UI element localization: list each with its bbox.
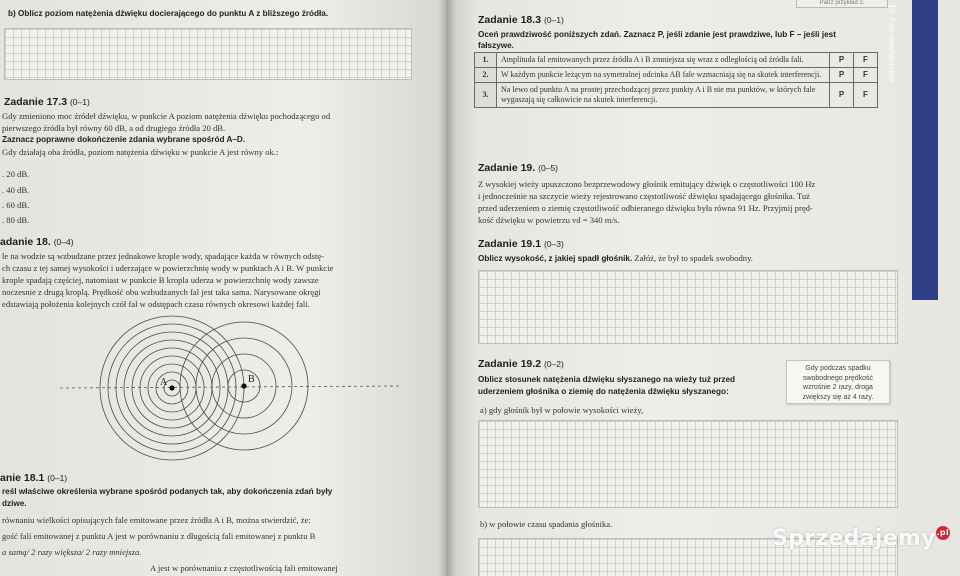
task-17-3-line-2: pierwszego źródła był równy 60 dB, a od drugiego źródła 20 dB. <box>2 123 226 133</box>
chapter-side-tab <box>912 0 938 300</box>
row-number: 2. <box>475 68 497 83</box>
watermark-logo <box>772 526 950 551</box>
option-p[interactable]: P <box>830 53 854 68</box>
axis-line-ab <box>60 386 400 388</box>
option-p[interactable]: P <box>830 68 854 83</box>
task-18-line-2: ch czasu z tej samej wysokości i uderzające w powierzchnię wody w punktach A i B. W punkcie <box>2 263 334 273</box>
task-17-3-heading: Zadanie 17.3 (0–1) <box>4 96 90 108</box>
task-18-1-heading: anie 18.1 (0–1) <box>0 472 68 484</box>
right-page <box>446 0 960 576</box>
task-19-2-part-b: b) w połowie czasu spadania głośnika. <box>480 519 613 529</box>
example-reference-box: Patrz przykład 2. <box>796 0 888 8</box>
task-18-line-5: edstawiają położenia kolejnych czół fal w odstępach czasu równych okresowi każdej fali. <box>2 299 310 309</box>
row-statement: W każdym punkcie leżącym na symetralnej odcinka AB fale wzmacniają się na skutek interferencji. <box>497 68 830 83</box>
option-f[interactable]: F <box>854 68 878 83</box>
task-18-1-instruction-1: reśl właściwe określenia wybrane spośród podanych tak, aby dokończenia zdań były <box>2 487 333 496</box>
task-18-1-line-1: równaniu wielkości opisujących fale emitowane przez źródła A i B, można stwierdzić, że: <box>2 515 311 525</box>
source-b-dot <box>241 383 246 388</box>
watermark-text: Sprzedajemy <box>772 526 936 551</box>
task-18-3-instruction-1: Oceń prawdziwość poniższych zdań. Zaznacz P, jeśli zdanie jest prawdziwe, lub F – jeśli jest <box>478 30 836 39</box>
task-19-heading: Zadanie 19. (0–5) <box>478 162 558 174</box>
option-d[interactable]: . 80 dB. <box>2 215 30 225</box>
task-19-1-hint: Załóż, że był to spadek swobodny. <box>634 253 753 263</box>
label-b: B <box>248 374 255 385</box>
answer-grid-19-2a[interactable] <box>478 420 898 508</box>
option-c[interactable]: . 60 dB. <box>2 200 30 210</box>
option-p[interactable]: P <box>830 83 854 108</box>
table-row <box>475 68 878 83</box>
task-19-1-instruction-bold: Oblicz wysokość, z jakiej spadł głośnik. <box>478 254 633 263</box>
task-19-line-4: kość dźwięku w powietrzu vd = 340 m/s. <box>478 215 620 225</box>
answer-grid-top[interactable] <box>4 28 412 80</box>
book-gutter <box>438 0 456 576</box>
source-a-dot <box>169 385 174 390</box>
task-19-2-instruction-2: uderzeniem głośnika o ziemię do natężenia dźwięku słyszanego: <box>478 387 729 396</box>
task-18-1-instruction-2: dziwe. <box>2 499 27 508</box>
task-19-line-1: Z wysokiej wieży upuszczono bezprzewodowy głośnik emitujący dźwięk o częstotliwości 100 Hz <box>478 179 816 189</box>
task-17-3-instruction: Zaznacz poprawne dokończenie zdania wybrane spośród A–D. <box>2 135 246 144</box>
hint-box: Gdy podczas spadku swobodnego prędkość wzrośnie 2 razy, droga zwiększy się aż 4 razy. <box>786 360 890 404</box>
watermark-dot: .pl <box>936 526 950 540</box>
row-number: 3. <box>475 83 497 108</box>
task-18-1-line-2: gość fali emitowanej z punktu A jest w porównaniu z długością fali emitowanej z punktu B <box>2 531 316 541</box>
task-18-line-4: noczesnie z drugą kroplą. Prędkość obu wzbudzanych fal jest taka sama. Narysowane okręgi <box>2 287 321 297</box>
task-19-2-part-a: a) gdy głośnik był w połowie wysokości wieży, <box>480 405 644 415</box>
true-false-table <box>474 52 878 108</box>
task-17-3-line-1: Gdy zmieniono moc źródeł dźwięku, w punkcie A poziom natężenia dźwięku pochodzącego od <box>2 111 331 121</box>
answer-grid-19-1[interactable] <box>478 270 898 344</box>
wave-interference-diagram <box>60 312 400 462</box>
option-a[interactable]: . 20 dB. <box>2 169 30 179</box>
task-18-3-heading: Zadanie 18.3 (0–1) <box>478 14 564 26</box>
label-a: A <box>160 377 168 388</box>
task-19-line-2: i jednocześnie na szczycie wieży rejestrowano częstotliwość dźwięku spadającego głośnika. Tuż <box>478 191 810 201</box>
row-number: 1. <box>475 53 497 68</box>
task-19-1-instruction <box>478 252 753 265</box>
option-b[interactable]: . 40 dB. <box>2 185 30 195</box>
option-f[interactable]: F <box>854 53 878 68</box>
task-19-1-heading: Zadanie 19.1 (0–3) <box>478 238 564 250</box>
table-row <box>475 83 878 108</box>
task-19-line-3: przed uderzeniem o ziemię częstotliwość odbieranego dźwięku była równa 91 Hz. Przyjmij pręd- <box>478 203 813 213</box>
task-19-2-heading: Zadanie 19.2 (0–2) <box>478 358 564 370</box>
table-row <box>475 53 878 68</box>
task-18-line-3: krople spadają częściej, natomiast w punkcie B kropla uderza w powierzchnię wody zawsze <box>2 275 319 285</box>
row-statement: Na lewo od punktu A na prostej przechodzącej przez punkty A i B nie ma punktów, w których fale wygaszają się całkowicie na skutek interferencji. <box>497 83 830 108</box>
task-18-1-line-4: A jest w porównaniu z częstotliwością fali emitowanej <box>150 563 338 573</box>
task-b-instruction: b) Oblicz poziom natężenia dźwięku docierającego do punktu A z bliższego źródła. <box>8 9 329 18</box>
task-18-3-instruction-2: fałszywe. <box>478 41 514 50</box>
row-statement: Amplituda fal emitowanych przez źródła A i B zmniejsza się wraz z odległością od źródła fali. <box>497 53 830 68</box>
task-18-1-line-3[interactable]: a samą/ 2 razy większa/ 2 razy mniejsza. <box>2 547 142 557</box>
chapter-side-tab-label: 10. Fale mechaniczne <box>887 4 896 83</box>
left-page <box>0 0 446 576</box>
task-18-heading: adanie 18. (0–4) <box>0 236 74 248</box>
option-f[interactable]: F <box>854 83 878 108</box>
task-19-2-instruction-1: Oblicz stosunek natężenia dźwięku słyszanego na wieży tuż przed <box>478 375 736 384</box>
task-18-line-1: le na wodzie są wzbudzane przez jednakowe krople wody, spadające każda w równych odstę- <box>2 251 325 261</box>
task-17-3-stem: Gdy działają oba źródła, poziom natężenia dźwięku w punkcie A jest równy ok.: <box>2 147 279 157</box>
